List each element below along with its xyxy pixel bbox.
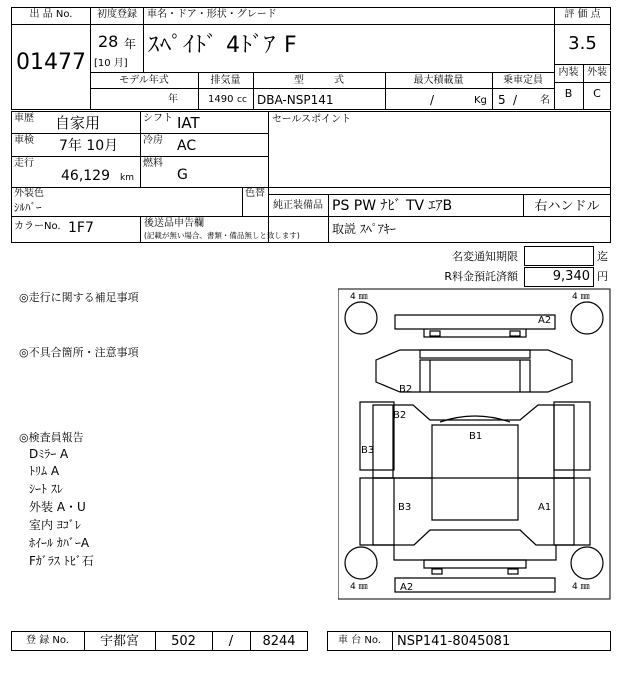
reg-kana: / (228, 634, 234, 649)
mark-hood: B2 (399, 384, 413, 395)
score-value: 3.5 (568, 33, 597, 54)
std-equipment-value: PS PW ﾅﾋﾞ TV ｴｱB (332, 198, 453, 214)
lot-number: 01477 (16, 50, 86, 75)
max-load-label: 最大積載量 (413, 75, 464, 86)
color-no-value: 1F7 (68, 220, 94, 236)
history-value: 自家用 (55, 114, 101, 132)
interior-label: 内装 (558, 67, 579, 78)
inspection-value: 7年 10月 (59, 138, 119, 154)
year-unit: 年 (124, 37, 137, 51)
inspector-label: ◎検査員報告 (19, 431, 84, 444)
first-reg-label: 初度登録 (97, 9, 137, 20)
ext-color-label: 外装色 (14, 188, 44, 199)
std-equipment-label: 純正装備品 (273, 200, 323, 211)
tire-rear-left (345, 547, 377, 579)
name-change-unit: 迄 (597, 250, 608, 263)
docs-label: 後送品申告欄 (144, 218, 204, 229)
tire-label-rl: 4 ㎜ (350, 582, 368, 592)
history-label: 車歴 (14, 113, 34, 124)
interior-grade: B (564, 87, 573, 100)
defects-label: ◎不具合箇所・注意事項 (19, 346, 139, 359)
car-name: ｽﾍﾟｲﾄﾞ 4ﾄﾞｱ F (148, 33, 298, 58)
inspector-item: ｼｰﾄ ｽﾚ (29, 482, 63, 496)
tire-label-rr: 4 ㎜ (572, 582, 590, 592)
mark-left-front-fender: B2 (393, 410, 407, 421)
docs-value: 取説 ｽﾍﾟｱｷｰ (332, 222, 396, 236)
chassis-value: NSP141-8045081 (397, 634, 511, 649)
trunk (424, 560, 526, 568)
inspector-item: ﾄﾘﾑ A (29, 464, 60, 478)
fuel-label: 燃料 (143, 158, 163, 169)
mark-right-rear-door: A1 (538, 502, 552, 513)
ac-label: 冷房 (143, 135, 163, 146)
mileage-label: 走行 (14, 158, 34, 169)
recycle-unit: 円 (597, 270, 608, 283)
inspector-item: Fｶﾞﾗｽ ﾄﾋﾞ石 (29, 554, 94, 568)
tire-front-left (345, 302, 377, 334)
driving-notes-label: ◎走行に関する補足事項 (19, 291, 139, 304)
model-year-unit: 年 (168, 94, 178, 105)
reg-class: 502 (171, 634, 196, 649)
first-reg-year: 28 (98, 32, 119, 51)
max-load-value: / (430, 93, 435, 107)
capacity-value: 5 (498, 93, 506, 107)
color-no-label: カラーNo. (14, 221, 61, 232)
first-reg-month: [10 月] (94, 58, 128, 69)
inspector-item: Dﾐﾗｰ A (29, 447, 69, 461)
mark-roof: B1 (469, 431, 483, 442)
model-year-label: モデル年式 (119, 75, 169, 86)
type-label: 型 式 (294, 75, 344, 86)
ac-value: AC (177, 138, 197, 154)
displacement-value: 1490 (208, 94, 234, 105)
shift-value: IAT (177, 114, 200, 132)
exterior-label: 外装 (587, 67, 607, 78)
color-change-label: 色替 (245, 188, 265, 199)
mark-left-rear-door: B3 (398, 502, 412, 513)
mark-front-bumper: A2 (538, 315, 552, 326)
displacement-unit: cc (237, 95, 247, 105)
rear-bumper (395, 578, 555, 592)
shift-label: シフト (143, 113, 173, 124)
inspector-item: ﾎｲｰﾙ ｶﾊﾞｰA (29, 536, 90, 550)
right-front-fender (554, 402, 590, 470)
name-change-label: 名変通知期限 (452, 250, 518, 263)
recycle-value: 9,340 (552, 269, 590, 284)
inspection-label: 車検 (14, 135, 34, 146)
mileage-value: 46,129 (61, 168, 110, 184)
displacement-label: 排気量 (210, 75, 241, 86)
left-front-fender (360, 402, 394, 470)
inspector-item: 室内 ﾖｺﾞﾚ (29, 518, 81, 532)
mark-left-front-door: B3 (361, 445, 375, 456)
score-label: 評 価 点 (564, 9, 601, 20)
reg-place: 宇都宮 (99, 634, 139, 649)
right-rear-door (554, 478, 590, 545)
capacity-label: 乗車定員 (503, 75, 543, 86)
tire-front-right (571, 302, 603, 334)
reg-number: 8244 (262, 634, 296, 649)
docs-note: (記載が無い場合、書類・備品無しと致します) (144, 231, 300, 240)
inspector-item: 外装 A・U (29, 500, 86, 514)
car-name-label: 車名・ドア・形状・グレード (147, 9, 277, 20)
name-change-box (524, 246, 594, 266)
type-value: DBA-NSP141 (257, 93, 334, 107)
recycle-label: R料金預託済額 (444, 270, 518, 283)
reg-label: 登 録 No. (26, 635, 69, 646)
mileage-unit: km (120, 173, 134, 183)
sales-point-label: セールスポイント (272, 114, 352, 125)
car-damage-diagram (338, 288, 612, 600)
mark-rear-bumper: A2 (400, 582, 414, 593)
chassis-label: 車 台 No. (338, 635, 381, 646)
tire-rear-right (571, 547, 603, 579)
handle-value: 右ハンドル (534, 199, 600, 214)
front-bumper (395, 315, 555, 337)
exterior-grade: C (593, 87, 601, 100)
left-rear-door (360, 478, 394, 545)
ext-color-value: ｼﾙﾊﾞｰ (14, 201, 42, 214)
fuel-value: G (177, 167, 188, 183)
tire-label-fl: 4 ㎜ (350, 292, 368, 302)
capacity-unit: 名 (540, 95, 550, 106)
max-load-unit: Kg (474, 95, 487, 106)
lot-label: 出 品 No. (29, 9, 73, 20)
capacity-sep: / (513, 93, 518, 107)
tire-label-fr: 4 ㎜ (572, 292, 590, 302)
